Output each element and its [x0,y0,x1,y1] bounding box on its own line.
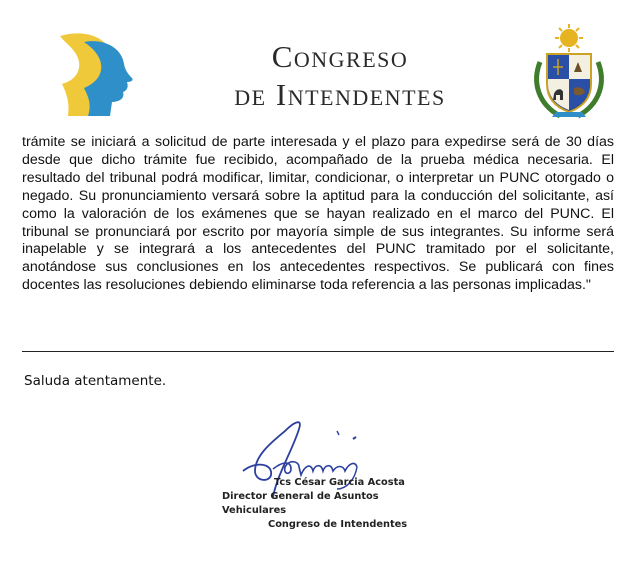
signatory-role: Director General de Asuntos Vehiculares [222,491,379,516]
letterhead [0,0,637,130]
divider [22,351,614,352]
signature-block [222,476,442,532]
body-paragraph: trámite se iniciará a solicitud de parte interesada y el plazo para expedirse será de 30 días desde que dicho trámite fue recibido, acompañado de la prueba médica necesaria. El resultado del tribunal podrá modificar, limitar, condicionar, o interpretar un PUNC otorgado o negado. Su pronunciamiento versará sobre la aptitud para la conducción del solicitante, así como la valoración de los exámenes que se hayan realizado en el marco del PUNC. El tribunal se pronunciará por escrito por mayoría simple de sus integrantes. Su informe será inapelable y se integrará a los antecedentes del PUNC tramitado por el solicitante, anotándose sus conclusiones en los antecedentes respectivos. Se publicará con fines docentes las resoluciones debiendo eliminarse toda referencia a las personas implicadas." [22,134,614,294]
title-line-1: Congreso [271,39,409,74]
signatory-organization: Congreso de Intendentes [268,519,408,530]
title-line-2: de Intendentes [234,77,446,112]
closing-text: Saluda atentamente. [24,373,167,389]
signatory-name: Tcs César Garcia Acosta [274,477,405,488]
letterhead-title [170,38,510,114]
congress-logo [54,30,134,118]
coat-of-arms-icon [530,22,608,122]
